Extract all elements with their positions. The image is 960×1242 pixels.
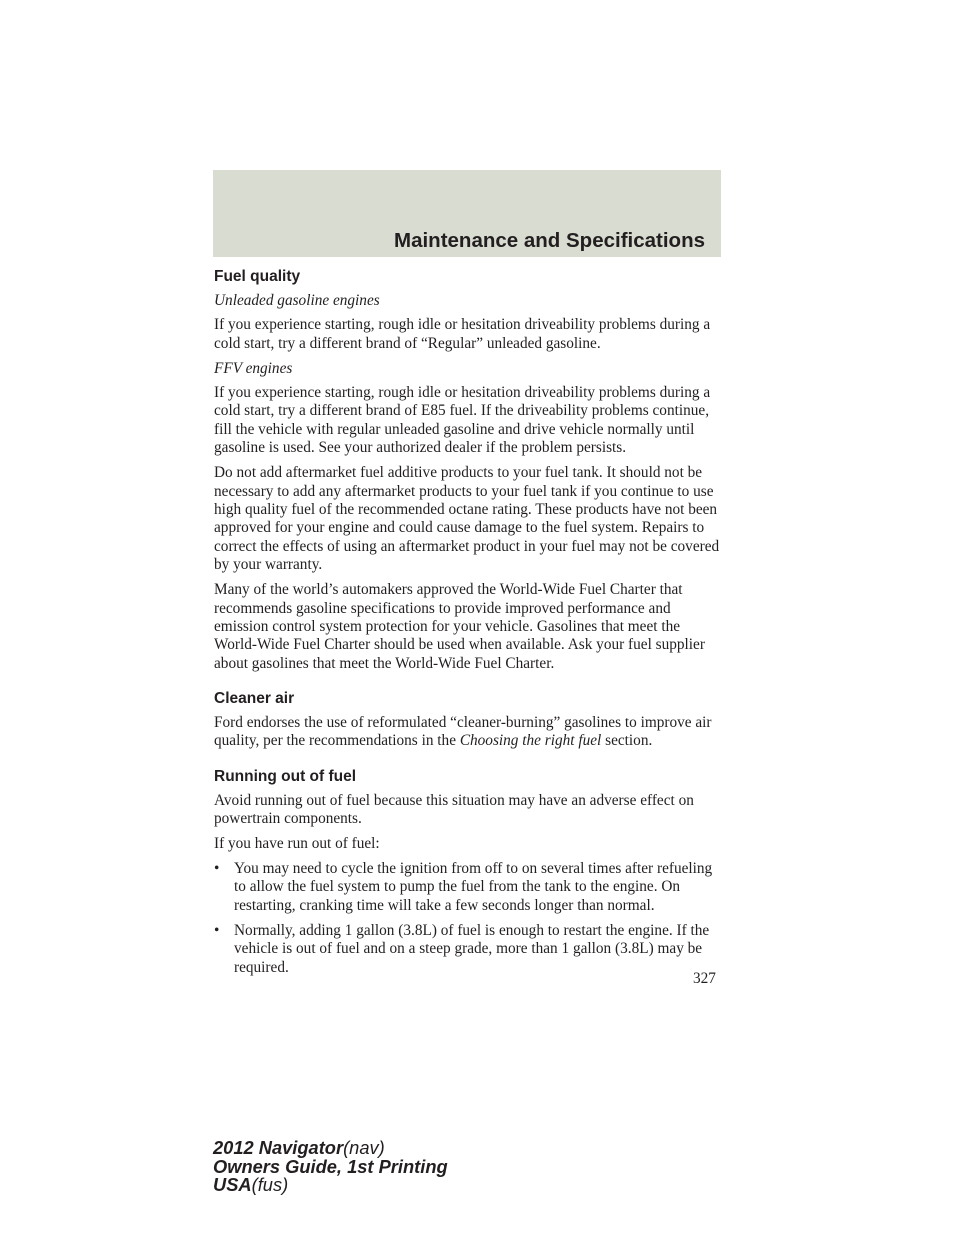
paragraph-additives: Do not add aftermarket fuel additive products to your fuel tank. It should not be necessary to add any aftermarket products to your fuel tank if you continue to use high quality fuel of the recommended octane rating. These products have not been approved for your engine and could cause damage to the fuel system. Repairs to correct the effects of using an aftermarket product in your fuel may not be covered by your warranty. — [214, 464, 720, 574]
page-content — [214, 268, 724, 983]
subheading-ffv-engines: FFV engines — [214, 359, 293, 377]
cleaner-air-text: Ford endorses the use of reformulated “cleaner-burning” gasolines to improve air quality, per the recommendations in the — [214, 714, 712, 750]
heading-cleaner-air: Cleaner air — [214, 690, 295, 708]
list-item — [214, 860, 724, 915]
footer-model-code: (nav) — [343, 1137, 385, 1158]
list-item-text: You may need to cycle the ignition from off to on several times after refueling to allow the fuel system to pump the fuel from the tank to the engine. On restarting, cranking time will take a few seconds longer than normal. — [234, 859, 713, 914]
section-title: Maintenance and Specifications — [394, 229, 705, 252]
page-number: 327 — [693, 970, 716, 987]
footer-market-code: (fus) — [251, 1174, 289, 1196]
document-footer — [213, 1139, 448, 1195]
footer-line-market — [213, 1176, 448, 1195]
section-header-band — [213, 170, 721, 257]
cross-reference-link: Choosing the right fuel — [459, 732, 602, 750]
footer-model: 2012 Navigator — [213, 1137, 344, 1158]
list-item-text: Normally, adding 1 gallon (3.8L) of fuel is enough to restart the engine. If the vehicle is out of fuel and on a steep grade, more than 1 gallon (3.8L) may be required. — [234, 921, 710, 976]
footer-guide: Owners Guide, 1st Printing — [213, 1155, 448, 1177]
paragraph-run-out-lead: If you have run out of fuel: — [214, 835, 380, 853]
subheading-unleaded-engines: Unleaded gasoline engines — [214, 291, 380, 309]
heading-running-out-of-fuel: Running out of fuel — [214, 767, 357, 785]
paragraph-cleaner-air — [214, 714, 724, 751]
footer-market: USA — [213, 1174, 252, 1196]
cleaner-air-text-end: section. — [601, 732, 653, 750]
paragraph-unleaded: If you experience starting, rough idle or hesitation driveability problems during a cold start, try a different brand of “Regular” unleaded gasoline. — [214, 316, 711, 352]
paragraph-fuel-charter: Many of the world’s automakers approved the World-Wide Fuel Charter that recommends gasoline specifications to provide improved performance and emission control system protection for your vehicle. Gasolines that meet the World-Wide Fuel Charter should be used when available. Ask your fuel supplier about gasolines that meet the World-Wide Fuel Charter. — [214, 581, 705, 672]
bullet-icon: • — [214, 859, 220, 877]
list-item — [214, 922, 724, 977]
paragraph-ffv: If you experience starting, rough idle or hesitation driveability problems during a cold start, try a different brand of E85 fuel. If the driveability problems continue, fill the vehicle with regular unleaded gasoline and drive vehicle normally until gasoline is used. See your authorized dealer if the problem persists. — [214, 384, 711, 457]
bullet-icon: • — [214, 921, 220, 939]
paragraph-running-out: Avoid running out of fuel because this situation may have an adverse effect on powertrain components. — [214, 791, 694, 828]
heading-fuel-quality: Fuel quality — [214, 268, 301, 285]
